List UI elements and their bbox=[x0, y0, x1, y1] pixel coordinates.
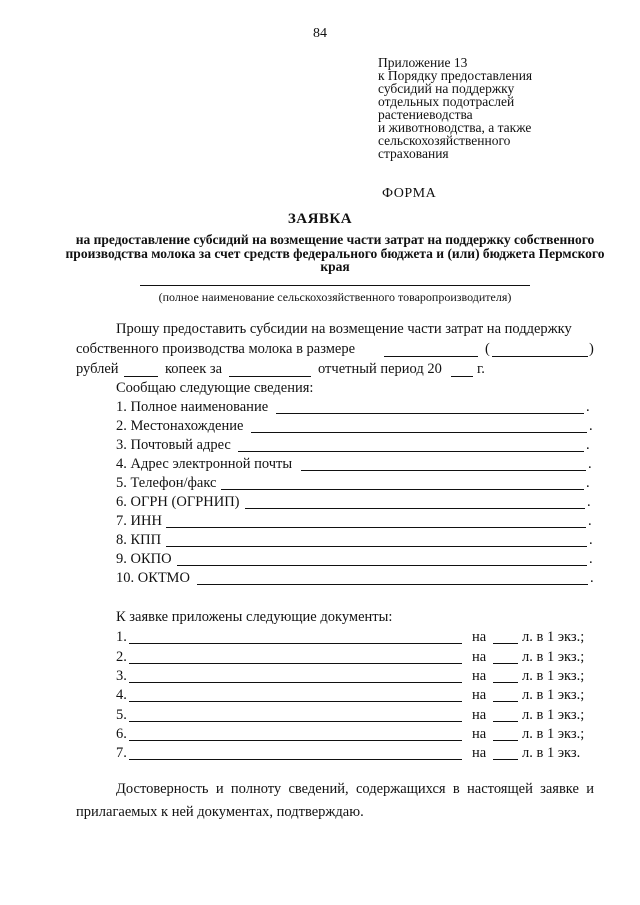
doc-name-field[interactable] bbox=[129, 682, 462, 683]
request-amount-label: собственного производства молока в размере bbox=[76, 341, 356, 357]
doc-num: 5. bbox=[116, 707, 127, 723]
field-label-okpo: 9. ОКПО bbox=[116, 551, 172, 567]
paren-open: ( bbox=[485, 341, 490, 357]
appendix-line: страхования bbox=[378, 146, 449, 161]
docs-header: К заявке приложены следующие документы: bbox=[116, 609, 393, 625]
period-field[interactable] bbox=[229, 376, 311, 377]
field-label-postal-address: 3. Почтовый адрес bbox=[116, 437, 231, 453]
doc-sheets-field[interactable] bbox=[493, 701, 518, 702]
kopecks-label: копеек за bbox=[165, 361, 223, 377]
ogrn-field[interactable] bbox=[245, 508, 585, 509]
doc-sheets-label: л. в 1 экз.; bbox=[522, 687, 585, 703]
doc-sheets-label: л. в 1 экз.; bbox=[522, 726, 585, 742]
form-label: ФОРМА bbox=[382, 186, 437, 201]
year-field[interactable] bbox=[451, 376, 473, 377]
field-label-ogrn: 6. ОГРН (ОГРНИП) bbox=[116, 494, 240, 510]
rubles-label: рублей bbox=[76, 361, 119, 377]
kopecks-field[interactable] bbox=[124, 376, 158, 377]
doc-sheets-field[interactable] bbox=[493, 721, 518, 722]
doc-sheets-field[interactable] bbox=[493, 759, 518, 760]
info-header: Сообщаю следующие сведения: bbox=[116, 380, 314, 396]
doc-name-field[interactable] bbox=[129, 701, 462, 702]
doc-sheets-field[interactable] bbox=[493, 682, 518, 683]
appendix-line: растениеводства bbox=[378, 107, 473, 122]
doc-na: на bbox=[472, 687, 487, 703]
doc-sheets-field[interactable] bbox=[493, 663, 518, 664]
doc-na: на bbox=[472, 726, 487, 742]
doc-name-field[interactable] bbox=[129, 643, 462, 644]
reporting-period-label: отчетный период 20 bbox=[318, 361, 442, 377]
doc-num: 2. bbox=[116, 649, 127, 665]
doc-sheets-label: л. в 1 экз.; bbox=[522, 668, 585, 684]
phone-fax-field[interactable] bbox=[221, 489, 584, 490]
document-title: ЗАЯВКА bbox=[287, 211, 353, 227]
appendix-line: сельскохозяйственного bbox=[378, 133, 511, 148]
doc-num: 3. bbox=[116, 668, 127, 684]
doc-na: на bbox=[472, 745, 487, 761]
producer-name-line[interactable] bbox=[140, 285, 530, 286]
field-label-kpp: 8. КПП bbox=[116, 532, 162, 548]
oktmo-field[interactable] bbox=[197, 584, 588, 585]
location-field[interactable] bbox=[251, 432, 587, 433]
doc-num: 6. bbox=[116, 726, 127, 742]
doc-sheets-label: л. в 1 экз.; bbox=[522, 649, 585, 665]
doc-sheets-label: л. в 1 экз.; bbox=[522, 707, 585, 723]
field-label-full-name: 1. Полное наименование bbox=[116, 399, 269, 415]
field-label-location: 2. Местонахождение bbox=[116, 418, 244, 434]
doc-num: 1. bbox=[116, 629, 127, 645]
paren-close: ) bbox=[589, 341, 594, 357]
field-label-email: 4. Адрес электронной почты bbox=[116, 456, 293, 472]
producer-name-caption: (полное наименование сельскохозяйственного товаропроизводителя) bbox=[158, 290, 512, 304]
field-label-oktmo: 10. ОКТМО bbox=[116, 570, 190, 586]
doc-sheets-field[interactable] bbox=[493, 643, 518, 644]
doc-name-field[interactable] bbox=[129, 721, 462, 722]
amount-words-field[interactable] bbox=[492, 356, 588, 357]
doc-na: на bbox=[472, 629, 487, 645]
page-number: 84 bbox=[313, 26, 327, 41]
field-label-phone-fax: 5. Телефон/факс bbox=[116, 475, 217, 491]
request-line-1: Прошу предоставить субсидии на возмещение части затрат на поддержку bbox=[116, 321, 572, 337]
email-field[interactable] bbox=[301, 470, 586, 471]
appendix-line: Приложение 13 bbox=[378, 55, 468, 70]
inn-field[interactable] bbox=[166, 527, 586, 528]
doc-name-field[interactable] bbox=[129, 740, 462, 741]
doc-name-field[interactable] bbox=[129, 663, 462, 664]
postal-address-field[interactable] bbox=[238, 451, 584, 452]
document-subtitle: на предоставление субсидий на возмещение части затрат на поддержку собственного производства молока за счет средств федерального бюджета и (или) бюджета Пермского края bbox=[65, 232, 605, 274]
doc-sheets-label: л. в 1 экз. bbox=[522, 745, 581, 761]
year-suffix: г. bbox=[477, 361, 485, 377]
appendix-block bbox=[378, 56, 532, 160]
doc-na: на bbox=[472, 707, 487, 723]
doc-sheets-field[interactable] bbox=[493, 740, 518, 741]
appendix-line: отдельных подотраслей bbox=[378, 94, 515, 109]
doc-na: на bbox=[472, 668, 487, 684]
full-name-field[interactable] bbox=[276, 413, 584, 414]
doc-sheets-label: л. в 1 экз.; bbox=[522, 629, 585, 645]
appendix-line: к Порядку предоставления bbox=[378, 68, 533, 83]
amount-field[interactable] bbox=[384, 356, 478, 357]
appendix-line: и животноводства, а также bbox=[378, 120, 532, 135]
kpp-field[interactable] bbox=[166, 546, 587, 547]
okpo-field[interactable] bbox=[177, 565, 587, 566]
doc-num: 7. bbox=[116, 745, 127, 761]
confirmation-text: Достоверность и полноту сведений, содержащихся в настоящей заявке и прилагаемых к ней документах, подтверждаю. bbox=[76, 781, 594, 820]
appendix-line: субсидий на поддержку bbox=[378, 81, 515, 96]
doc-na: на bbox=[472, 649, 487, 665]
doc-name-field[interactable] bbox=[129, 759, 462, 760]
doc-num: 4. bbox=[116, 687, 127, 703]
field-label-inn: 7. ИНН bbox=[116, 513, 162, 529]
